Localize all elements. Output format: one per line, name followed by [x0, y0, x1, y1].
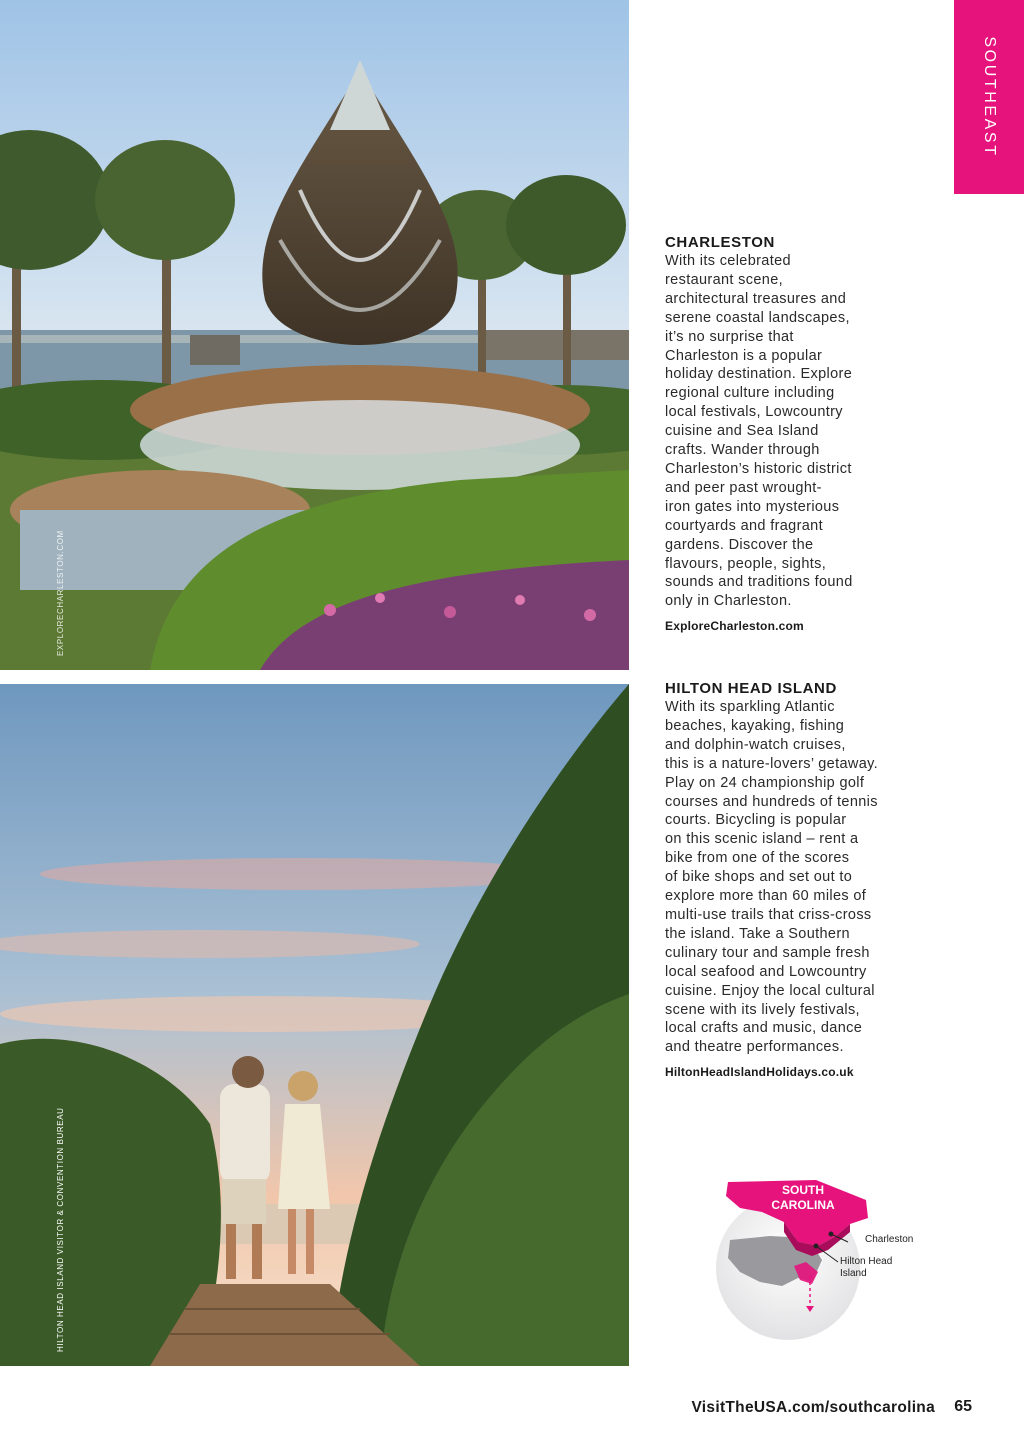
map-city-hilton-head-line2: Island	[840, 1268, 867, 1279]
region-tab	[954, 0, 1024, 194]
couple-beach-boardwalk-photo	[0, 684, 629, 1366]
article-body: With its sparkling Atlantic beaches, kayaking, fishing and dolphin-watch cruises, this is a nature-lovers’ getaway. Play on 24 championship golf courses and hundreds of tennis courts. Bicycling is popular on this scenic island – rent a bike from one of the scores of bike shops and set out to explore more than 60 miles of multi-use trails that criss-cross the island. Take a Southern culinary tour and sample fresh local seafood and Lowcountry cuisine. Enjoy the local cultural scene with its lively festivals, local crafts and music, dance and theatre performances.	[665, 699, 879, 1056]
pineapple-fountain-photo	[0, 0, 629, 670]
photo-credit-hilton-head: HILTON HEAD ISLAND VISITOR & CONVENTION BUREAU	[56, 1107, 65, 1352]
article-title: CHARLESTON	[665, 234, 775, 251]
photo-credit-charleston: EXPLORECHARLESTON.COM	[56, 530, 65, 656]
south-carolina-map	[700, 1170, 940, 1340]
article-title: HILTON HEAD ISLAND	[665, 680, 837, 697]
article-url-link[interactable]: HiltonHeadIslandHolidays.co.uk	[665, 1065, 854, 1080]
state-label-line2: CAROLINA	[771, 1198, 835, 1212]
article-body: With its celebrated restaurant scene, architectural treasures and serene coastal landscapes, it’s no surprise that Charleston is a popular holiday destination. Explore regional culture including local festivals, Lowcountry cuisine and Sea Island crafts. Wander through Charleston’s historic district and peer past wrought- iron gates into mysterious courtyards and fragrant gardens. Discover the flavours, people, sights, sounds and traditions found only in Charleston.	[665, 253, 853, 610]
map-city-hilton-head: Hilton Head	[840, 1256, 893, 1267]
region-label: SOUTHEAST	[981, 36, 998, 158]
article-hilton-head	[665, 680, 935, 1079]
article-url-link[interactable]: ExploreCharleston.com	[665, 619, 804, 634]
page-number: 65	[954, 1398, 972, 1415]
state-label-line1: SOUTH	[782, 1183, 824, 1197]
footer-url-link[interactable]: VisitTheUSA.com/southcarolina	[691, 1399, 935, 1416]
article-charleston	[665, 234, 935, 633]
map-city-charleston: Charleston	[865, 1234, 914, 1245]
